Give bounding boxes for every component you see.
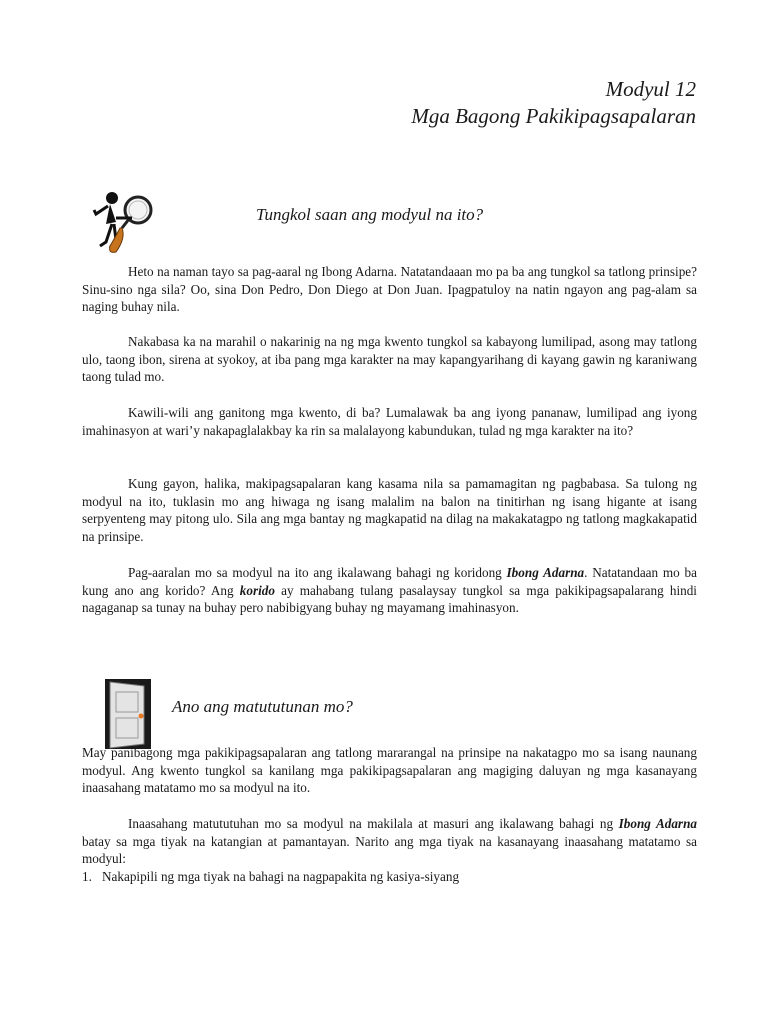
paragraph-adventure: Kung gayon, halika, makipagsapalaran kang kasama nila sa pamamagitan ng pagbabasa. Sa tulong ng modyul na ito, tuklasin mo ang hiwaga ng isang malalim na balon na tinitirhan ng isang higante at isang serpyenteng may pitong ulo. Sila ang mga bantay ng magkapatid na dilag na makakatagpo ng tatlong magkakapatid na prinsipe. xyxy=(82,476,697,544)
module-title: Mga Bagong Pakikipagsapalaran xyxy=(411,104,696,128)
module-header xyxy=(411,76,696,130)
section-heading-learn: Ano ang matututunan mo? xyxy=(172,697,353,716)
paragraph-korido: Pag-aaralan mo sa modyul na ito ang ikalawang bahagi ng koridong Ibong Adarna. Natatandaan mo ba kung ano ang korido? Ang korido ay mahabang tulang pasalaysay tungkol sa mga pakikipagsapalarang hindi nagaganap sa tunay na buhay pero nabibigyang buhay ng mayamang imahinasyon. xyxy=(82,565,697,616)
paragraph-imagination: Kawili-wili ang ganitong mga kwento, di ba? Lumalawak ba ang iyong pananaw, lumilipad ang iyong imahinasyon at wari’y nakapaglalakbay ka rin sa malalayong kabundukan, tulad ng mga karakter na ito? xyxy=(82,405,697,438)
open-door-icon xyxy=(104,678,152,750)
magnifier-figure-icon xyxy=(86,188,158,260)
paragraph-characters: Nakabasa ka na marahil o nakarinig na ng mga kwento tungkol sa kabayong lumilipad, asong may tatlong ulo, taong ibon, sirena at syokoy, at iba pang mga karakter na may kapangyarihang di kayang gawin ng karaniwang taong tulad mo. xyxy=(82,334,697,385)
module-number: Modyul 12 xyxy=(605,77,696,101)
paragraph-objectives: Inaasahang matututuhan mo sa modyul na makilala at masuri ang ikalawang bahagi ng Ibong Adarna batay sa mga tiyak na katangian at pamantayan. Narito ang mga tiyak na kasanayang inaasahang matatamo sa modyul: xyxy=(82,816,697,867)
paragraph-intro: Heto na naman tayo sa pag-aaral ng Ibong Adarna. Natatandaaan mo pa ba ang tungkol sa tatlong prinsipe? Sinu-sino nga sila? Oo, sina Don Pedro, Don Diego at Don Juan. Ipagpatuloy na natin ngayon ang pag-alam sa naging buhay nila. xyxy=(82,264,697,315)
list-item: 1. Nakapipili ng mga tiyak na bahagi na nagpapakita ng kasiya-siyang xyxy=(82,869,460,884)
section-heading-about: Tungkol saan ang modyul na ito? xyxy=(256,205,484,224)
paragraph-new-adventures: May panibagong mga pakikipagsapalaran ang tatlong mararangal na prinsipe na nakatagpo mo sa isang naunang modyul. Ang kwento tungkol sa kanilang mga pakikipagsapalaran ang magiging daluyan ng mga kasanayang inaasahang matatamo mo sa modyul na ito. xyxy=(82,745,697,796)
